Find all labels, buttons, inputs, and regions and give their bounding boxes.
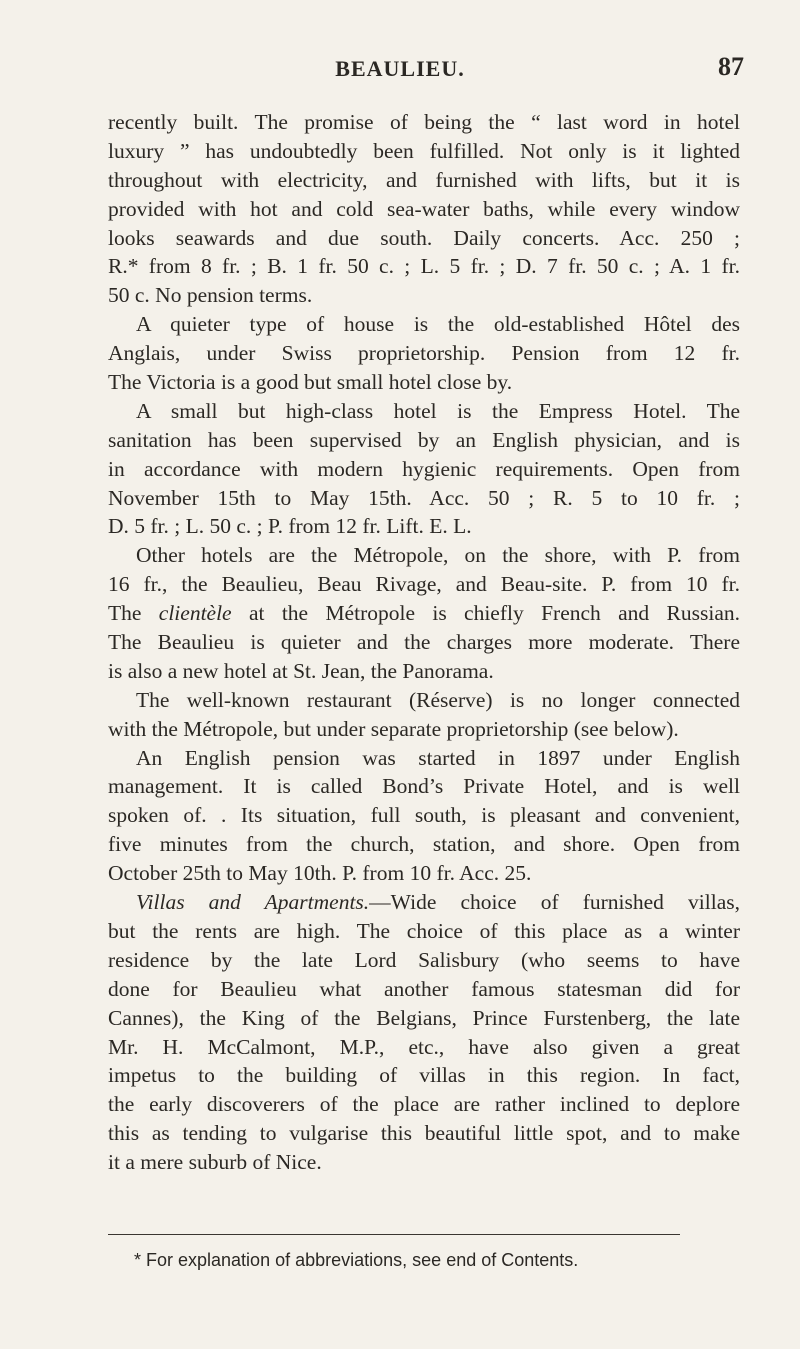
footnote-divider [108, 1234, 680, 1235]
text-line: sanitation has been supervised by an English physician, and is [108, 427, 740, 452]
text-span: at the Métropole is chiefly French and Russian. [231, 601, 740, 626]
text-line: residence by the late Lord Salisbury (who seems to have [108, 947, 740, 972]
text-line: five minutes from the church, station, and shore. Open from [108, 832, 740, 857]
text-line: is also a new hotel at St. Jean, the Panorama. [108, 658, 494, 683]
text-line: D. 5 fr. ; L. 50 c. ; P. from 12 fr. Lift. E. L. [108, 514, 472, 539]
text-line: provided with hot and cold sea-water baths, while every window [108, 196, 740, 221]
text-line [108, 888, 740, 917]
running-head [0, 52, 800, 86]
text-line: this as tending to vulgarise this beautiful little spot, and to make [108, 1121, 740, 1146]
text-line: A quieter type of house is the old-established Hôtel des [136, 312, 740, 337]
text-line: An English pension was started in 1897 under English [136, 745, 740, 770]
text-line: 50 c. No pension terms. [108, 283, 313, 308]
text-line: in accordance with modern hygienic requirements. Open from [108, 456, 740, 481]
text-line: the early discoverers of the place are rather inclined to deplore [108, 1092, 740, 1117]
text-line: done for Beaulieu what another famous statesman did for [108, 976, 740, 1001]
text-line: November 15th to May 15th. Acc. 50 ; R. 5 to 10 fr. ; [108, 485, 740, 510]
italic-term: clientèle [158, 601, 232, 626]
text-line: 16 fr., the Beaulieu, Beau Rivage, and Beau-site. P. from 10 fr. [108, 572, 740, 597]
text-line: it a mere suburb of Nice. [108, 1150, 322, 1175]
text-line: Anglais, under Swiss proprietorship. Pension from 12 fr. [108, 341, 740, 366]
text-line: luxury ” has undoubtedly been fulfilled. Not only is it lighted [108, 138, 740, 163]
text-line: but the rents are high. The choice of this place as a winter [108, 918, 740, 943]
running-title: BEAULIEU. [335, 56, 465, 81]
text-line: throughout with electricity, and furnished with lifts, but it is [108, 167, 740, 192]
text-span: —Wide choice of furnished villas, [369, 890, 740, 915]
text-line [108, 599, 740, 628]
text-span: The [108, 601, 159, 626]
text-line: Other hotels are the Métropole, on the shore, with P. from [136, 543, 740, 568]
text-line: recently built. The promise of being the “ last word in hotel [108, 110, 740, 134]
italic-heading: Villas and Apartments. [136, 890, 370, 915]
text-line: with the Métropole, but under separate proprietorship (see below). [108, 716, 679, 741]
text-line: The well-known restaurant (Réserve) is no longer connected [136, 687, 740, 712]
text-line: The Beaulieu is quieter and the charges more moderate. There [108, 630, 740, 655]
text-line: October 25th to May 10th. P. from 10 fr. Acc. 25. [108, 861, 532, 886]
text-line: R.* from 8 fr. ; B. 1 fr. 50 c. ; L. 5 fr. ; D. 7 fr. 50 c. ; A. 1 fr. [108, 254, 740, 279]
text-line: A small but high-class hotel is the Empress Hotel. The [136, 398, 740, 423]
text-line: impetus to the building of villas in this region. In fact, [108, 1063, 740, 1088]
text-line: looks seawards and due south. Daily concerts. Acc. 250 ; [108, 225, 740, 250]
page-number: 87 [718, 52, 744, 81]
footnote: * For explanation of abbreviations, see end of Contents. [134, 1250, 579, 1270]
text-line: management. It is called Bond’s Private Hotel, and is well [108, 774, 740, 799]
text-line: spoken of. . Its situation, full south, is pleasant and convenient, [108, 803, 740, 828]
text-line: Cannes), the King of the Belgians, Prince Furstenberg, the late [108, 1005, 740, 1030]
text-line: Mr. H. McCalmont, M.P., etc., have also given a great [108, 1034, 740, 1059]
text-line: The Victoria is a good but small hotel close by. [108, 370, 513, 395]
body-text [108, 108, 740, 1177]
